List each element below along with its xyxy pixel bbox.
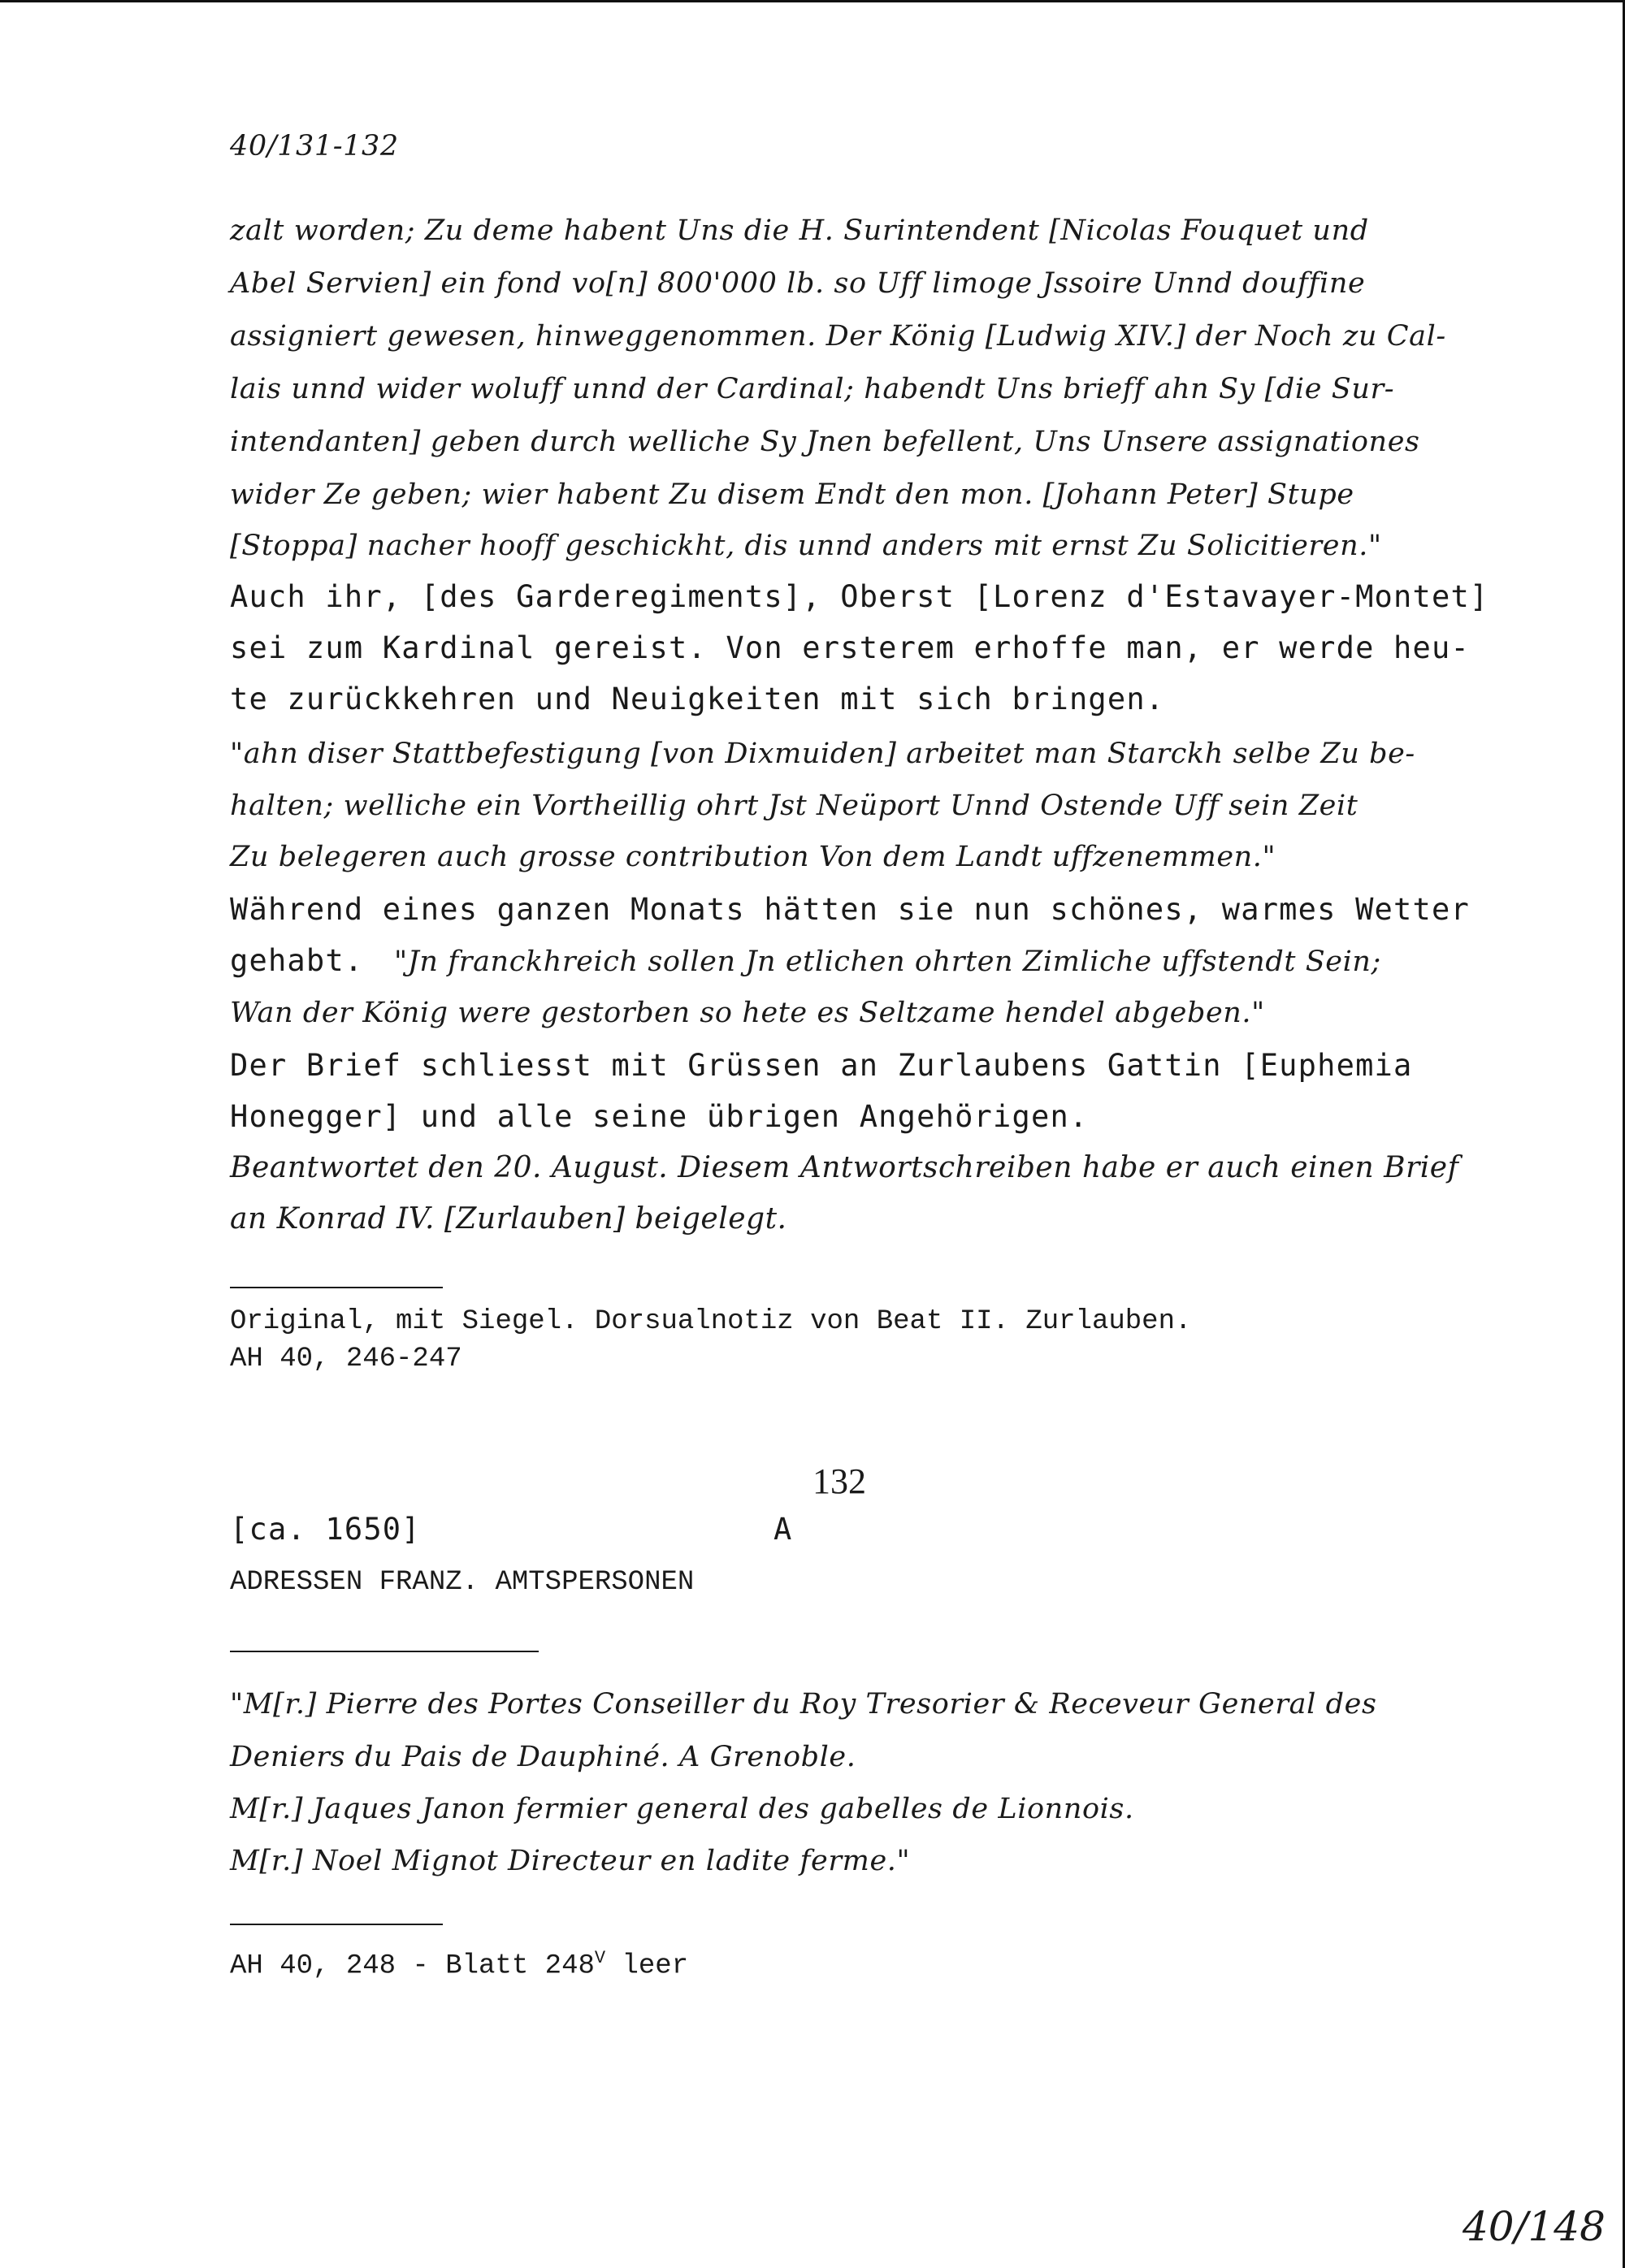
folio-number: 40/148 — [1462, 2203, 1606, 2250]
quote-line: assigniert gewesen, hinweggenommen. Der König [Ludwig XIV.] der Noch zu Cal- — [230, 320, 1446, 353]
quote-line: Wan der König were gestorben so hete es Seltzame hendel abgeben." — [230, 997, 1265, 1029]
handwritten-line: an Konrad IV. [Zurlauben] beigelegt. — [230, 1202, 787, 1236]
document-heading: ADRESSEN FRANZ. AMTSPERSONEN — [230, 1567, 695, 1598]
summary-line: Der Brief schliesst mit Grüssen an Zurlaubens Gattin [Euphemia — [230, 1048, 1413, 1083]
document-type: A — [774, 1512, 793, 1547]
footnote-rule — [230, 1924, 443, 1925]
quote-line: lais unnd wider woluff unnd der Cardinal; habendt Uns brieff ahn Sy [die Sur- — [230, 373, 1395, 405]
quote-line: halten; welliche ein Vortheillig ohrt Jst Neüport Unnd Ostende Uff sein Zeit — [230, 790, 1358, 822]
footnote-rule — [230, 1287, 443, 1288]
document-date: [ca. 1650] — [230, 1512, 421, 1547]
quote-line: intendanten] geben durch welliche Sy Jnen befellent, Uns Unsere assignationes — [230, 426, 1420, 458]
quote-line: Abel Servien] ein fond vo[n] 800'000 lb. so Uff limoge Jssoire Unnd douffine — [230, 267, 1366, 300]
summary-line: Auch ihr, [des Garderegiments], Oberst [Lorenz d'Estavayer-Montet] — [230, 579, 1489, 614]
quote-line: [Stoppa] nacher hooff geschickht, dis unnd anders mit ernst Zu Solicitieren." — [230, 530, 1382, 562]
page-edge — [0, 0, 1625, 2]
source-note: AH 40, 248 - Blatt $248^V$ leer — [230, 1948, 689, 1982]
quote-line: "ahn diser Stattbefestigung [von Dixmuiden] arbeitet man Starckh selbe Zu be- — [230, 738, 1415, 770]
summary-line: Während eines ganzen Monats hätten sie nun schönes, warmes Wetter — [230, 892, 1470, 927]
summary-line: Honegger] und alle seine übrigen Angehörigen. — [230, 1099, 1089, 1134]
quote-line: "Jn franckhreich sollen Jn etlichen ohrten Zimliche uffstendt Sein; — [394, 946, 1381, 978]
source-note: Original, mit Siegel. Dorsualnotiz von Beat II. Zurlauben. — [230, 1306, 1192, 1337]
address-line: M[r.] Noel Mignot Directeur en ladite ferme." — [230, 1845, 911, 1877]
address-line: "M[r.] Pierre des Portes Conseiller du Roy Tresorier & Receveur General des — [230, 1688, 1377, 1720]
page-header: 40/131-132 — [230, 130, 399, 162]
heading-rule — [230, 1651, 539, 1652]
summary-line: gehabt. — [230, 943, 364, 978]
document-number: 132 — [812, 1461, 866, 1501]
address-line: M[r.] Jaques Janon fermier general des gabelles de Lionnois. — [230, 1793, 1134, 1825]
address-line: Deniers du Pais de Dauphiné. A Grenoble. — [230, 1741, 856, 1773]
summary-line: sei zum Kardinal gereist. Von ersterem erhoffe man, er werde heu- — [230, 630, 1470, 665]
handwritten-line: Beantwortet den 20. August. Diesem Antwortschreiben habe er auch einen Brief — [230, 1151, 1459, 1184]
quote-line: wider Ze geben; wier habent Zu disem Endt den mon. [Johann Peter] Stupe — [230, 478, 1354, 511]
quote-line: zalt worden; Zu deme habent Uns die H. Surintendent [Nicolas Fouquet und — [230, 214, 1369, 247]
source-note: AH 40, 246-247 — [230, 1344, 462, 1374]
quote-line: Zu belegeren auch grosse contribution Von dem Landt uffzenemmen." — [230, 841, 1276, 873]
summary-line: te zurückkehren und Neuigkeiten mit sich bringen. — [230, 682, 1165, 716]
